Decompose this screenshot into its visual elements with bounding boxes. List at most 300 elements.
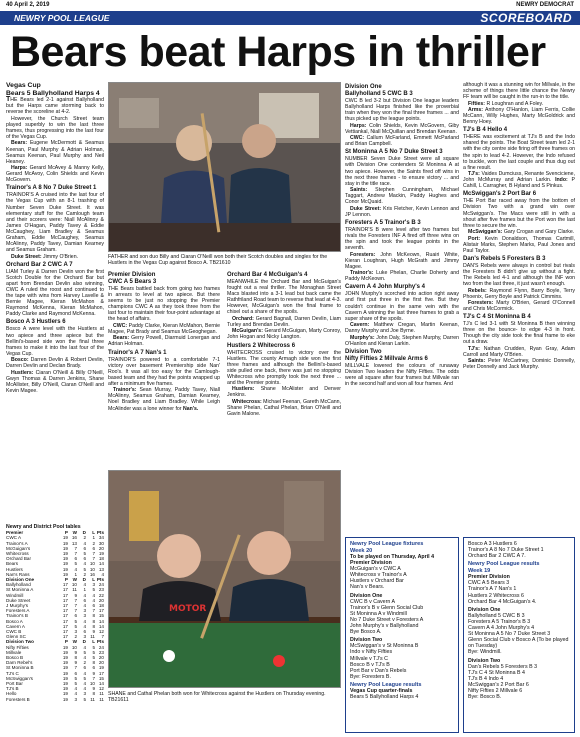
list-item: Cavern A 4 John Murphy's 4 (468, 625, 535, 632)
stat-cell: 5 (74, 623, 77, 629)
list-item: CWC B v Cavern A (350, 598, 396, 605)
stat-cell: 4 (83, 623, 86, 629)
stat-cell: 4 (83, 561, 86, 567)
stat-cell: 6 (92, 602, 95, 608)
stat-cell: 11 (99, 691, 104, 697)
stat-cell: 2 (74, 634, 77, 640)
subhead: Hustlers 2 Whitecross 6 (227, 342, 296, 349)
subhead: Orchard Bar 2 CWC A 7 (6, 261, 73, 268)
column-header: L (92, 530, 95, 536)
stat-cell: 10 (89, 566, 95, 572)
stat-cell: 14 (98, 618, 104, 624)
stat-cell: 19 (62, 566, 68, 572)
list-item: Trainor's B v Glenn Social Club (350, 604, 424, 611)
stat-cell: 3 (74, 696, 77, 702)
stat-cell: 34 (98, 535, 104, 541)
list-item: TJ's B 4 Indo 4 (468, 675, 504, 682)
section-title: NEWRY POOL LEAGUE (14, 13, 110, 23)
vegas-results-title: Newry Pool League results (350, 681, 422, 688)
list-item: Trainor's A 8 No 7 Duke Street 1 (468, 547, 544, 554)
stat-cell: 17 (62, 613, 68, 619)
paragraph: Murphy's: John Daly, Stephen Murphy, Darren O'Hanlon and Kieran Larkin. (345, 334, 459, 347)
stat-cell: 19 (98, 550, 104, 556)
team-name: TJ's C (6, 670, 19, 676)
results-top-list (468, 541, 570, 559)
stat-cell: 17 (98, 670, 104, 676)
column-header: W (72, 530, 77, 536)
stat-cell: 2 (83, 571, 86, 577)
team-name: Bears (6, 561, 19, 567)
stat-cell: 15 (98, 675, 104, 681)
stat-cell: 5 (83, 566, 86, 572)
results-premier-list (468, 580, 570, 604)
stat-cell: 9 (74, 660, 77, 666)
stat-cell: 9 (74, 592, 77, 598)
column-header: Pts (96, 576, 104, 582)
stat-cell: 8 (92, 623, 95, 629)
team-name: Bosco A (6, 618, 23, 624)
column-header: P (64, 639, 68, 645)
stat-cell: 30 (98, 540, 104, 546)
paragraph: although it was a stunning win for Millvale, in the scheme of things there little chance the Newry FF team will be caught in the run-in to the title. (463, 82, 575, 101)
paragraph: CWC: Paddy Clarke, Kieran McMahon, Bernie Magee, Pat Brady and Seamus McGeoghegan. (108, 322, 220, 335)
list-item: TJ's C 4 St Moninna B 4 (468, 669, 525, 676)
stat-cell: 17 (62, 618, 68, 624)
stat-cell: 19 (62, 696, 68, 702)
paragraph: THERE was excitement at TJ's B and the Indo shared the points. The Boat Street team led 2-1 with the city centre side firing off three frames on the spin to lead 4-2. However, the Indo refused to buckle, won the last couple and thus dug out a fine result. (463, 134, 575, 171)
paragraph: Foresters: Marty O'Brien, Gerard O'Connell and Chris McCormick. (463, 299, 575, 313)
stat-cell: 6 (83, 665, 86, 671)
table-row (6, 697, 104, 702)
stat-cell: 1 (83, 587, 86, 593)
fixtures-date: To be played on Thursday, April 4 (350, 554, 435, 560)
stat-cell: 17 (62, 592, 68, 598)
subhead: McSwiggan's 2 Port Bar 6 (463, 191, 537, 198)
stat-cell: 19 (62, 680, 68, 686)
stat-cell: 7 (74, 665, 77, 671)
stat-cell: 6 (74, 613, 77, 619)
stat-cell: 7 (92, 556, 95, 562)
team-name: Nan's Rans (6, 571, 30, 577)
subhead: TJ's C 4 St Moninna B 4 (463, 314, 531, 321)
stat-cell: 7 (92, 550, 95, 556)
results-title: Newry Pool League results (468, 561, 540, 568)
stat-cell: 4 (74, 686, 77, 692)
paragraph: TRAINOR'S A cruised into the last four of the Vegas Cup with an 8-1 trashing of Number Seven Duke Street. It was elementary stuff for the Camlough team and their scorers were: Niall McAlinny & James O'Hagan, Paddy Tavey & Eddie McCaughey, Liam Bradley & Seamus Graham, Eddie McCaughey, Seamus McAlinny, Paddy Tavey, Damian Kearney and Seamus Graham. (6, 192, 104, 254)
page-topline (6, 2, 574, 11)
team-name: McSwiggan's (6, 675, 33, 681)
paragraph: Bosco A were level with the Hustlers at two apiece and three apiece but the Bellini's-based side won the final three frames to make it into the last four of the Vegas Cup. (6, 326, 104, 357)
paragraph: However, the Church Street team played superbly to win the last three frames, thus progressing into the last four of the Vegas Cup. (6, 115, 104, 141)
results-d2-list (468, 664, 570, 701)
column-header: D (82, 576, 86, 582)
results-week: Week 19 (468, 567, 491, 574)
stat-cell: 18 (98, 602, 104, 608)
stat-cell: 1 (74, 571, 77, 577)
stat-cell: 3 (92, 582, 95, 588)
paragraph: CWC B led 3-2 but Division One league leaders Ballyholland Harps finished like the proverbial train when they won the final three frames ... and thus picked up the league points. (345, 98, 459, 123)
subhead: St Moninna A 5 No 7 Duke Street 3 (345, 149, 443, 156)
stat-cell: 9 (92, 686, 95, 692)
standings-table (6, 530, 104, 702)
column-header: D (82, 530, 86, 536)
team-name: Whitecross (6, 550, 29, 556)
stat-cell: 17 (62, 602, 68, 608)
stat-cell: 11 (99, 696, 104, 702)
stat-cell: 6 (83, 556, 86, 562)
list-item: Millvale v TJ's C (350, 655, 388, 662)
photo-phelan-brothers (108, 470, 341, 688)
stat-cell: 10 (89, 561, 95, 567)
stat-cell: 17 (62, 587, 68, 593)
masthead: SCOREBOARD (480, 11, 572, 25)
stat-cell: 23 (98, 587, 104, 593)
list-item: Hustlers v Orchard Bar (350, 578, 404, 585)
article-column-4 (345, 82, 459, 534)
stat-cell: 14 (98, 623, 104, 629)
stat-cell: 7 (92, 608, 95, 614)
subhead: Premier Division (108, 272, 156, 278)
paragraph: MEANWHILE the Orchard Bar and McGuigan's fought out a real thriller. The Monaghan Street Macs blasted into a 3-1 lead but back came the Rathfriland Road team to reverse that lead at 4-3. However, McGuigan's won the final frame to chisel out a share of the spoils. (227, 279, 341, 316)
results-box (463, 537, 575, 733)
paragraph: Trainor's: Luke Phelan, Charlie Doherty and Paddy McKeown. (345, 270, 459, 283)
stat-cell: 4 (92, 592, 95, 598)
vegas-results-sub: Vegas Cup quarter-finals (350, 688, 413, 695)
stat-cell: 7 (92, 675, 95, 681)
list-item: Bosco B v TJ's B (350, 661, 390, 668)
stat-cell: 3 (83, 634, 86, 640)
team-name: Nifty Fifties (6, 644, 29, 650)
list-item: Whitecross v Trainor's A (350, 572, 407, 579)
list-item: John Murphy's v Ballyholland (350, 623, 419, 630)
paragraph: MILLVALE lowered the colours of runaway Division Two leaders the Nifty Fifties. The odds were all square after four frames but Millvale ran in the second half and won all four frames. And (345, 362, 459, 388)
stat-cell: 19 (62, 571, 68, 577)
column-header: L (92, 576, 95, 582)
paragraph: Fifties: R Loughran and A Foley. (468, 100, 544, 107)
stat-cell: 19 (62, 654, 68, 660)
stat-cell: 5 (83, 649, 86, 655)
list-item: Bye: Foresters B. (350, 673, 391, 680)
article-column-2 (108, 270, 220, 466)
list-item: McGuigan's v CWC A (350, 566, 401, 573)
stat-cell: 15 (98, 613, 104, 619)
list-item: Port Bar v Dan's Rebels (350, 667, 407, 674)
results-d2-head: Division Two (468, 657, 501, 664)
paragraph: WHITECROSS cruised to victory over the Hustlers. The county Armagh side won the first three frames and although the Bellini's-based side pulled one back, there was just no stopping Whitecross who promptly took the next three ... and the Premier points. (227, 349, 341, 386)
list-item: No 7 Duke Street v Foresters A (350, 616, 424, 623)
stat-cell: 16 (89, 571, 95, 577)
list-item: St Moninna A 5 No 7 Duke Street 3 (468, 631, 551, 638)
paragraph: Harps: Colin Shields, Kevin McGovern, Giby Vettiankal, Niall McQuillan and Brendan Keenan. (345, 122, 459, 135)
stat-cell: 7 (74, 602, 77, 608)
team-name: Foresters B (6, 696, 30, 702)
stat-cell: 17 (62, 623, 68, 629)
stat-cell: 7 (74, 550, 77, 556)
stat-cell: 3 (83, 613, 86, 619)
photo-father-son (108, 82, 341, 252)
stat-cell: 11 (72, 587, 77, 593)
team-name: Foresters A (6, 608, 30, 614)
stat-cell: 4 (74, 691, 77, 697)
stat-cell: 24 (98, 644, 104, 650)
stat-cell: 8 (92, 660, 95, 666)
team-name: Trainor's B (6, 613, 28, 619)
stat-cell: 17 (62, 608, 68, 614)
subhead: Trainor's A 7 Nan's 1 (108, 349, 167, 356)
article-column-5 (463, 82, 575, 534)
team-name: Darn Rebel's (6, 660, 33, 666)
stat-cell: 6 (74, 556, 77, 562)
paragraph: Harps: Gerard McAvey & Manny Kelly, Gerard McAvoy, Colin Shields and Kevin McGovern. (6, 165, 104, 184)
paragraph: CWC: Callum McFarland, Emmett McParland and Brian Campbell. (345, 135, 459, 148)
paper-name: NEWRY DEMOCRAT (516, 2, 574, 8)
team-name: Duke Street (6, 597, 31, 603)
paragraph: Orchard: Gerard Bagnall, Darren Devlin, Liam Turley and Brendan Devlin. (227, 315, 341, 328)
stat-cell: 19 (62, 660, 68, 666)
division-name: Premier (6, 530, 24, 536)
stat-cell: 17 (98, 608, 104, 614)
stat-cell: 19 (62, 675, 68, 681)
subhead: CWC A 5 Bears 3 (108, 279, 157, 285)
photo-caption: SHANE and Cathal Phelan both won for Whitecross against the Hustlers on Thursday evening. TB21611 (108, 691, 326, 704)
team-name: Cavern A (6, 623, 25, 629)
division-name: Division One (6, 576, 35, 582)
paragraph: Bosco: Darren Devlin & Robert Devlin, Darren Devlin and Declan Brady. (6, 357, 104, 370)
paragraph: Duke Street: Kris Fletcher, Kevin Lennon and JP Lennon. (345, 205, 459, 218)
stat-cell: 19 (62, 686, 68, 692)
fixtures-d2-head: Division Two (350, 637, 383, 644)
stat-cell: 5 (92, 654, 95, 660)
stat-cell: 17 (62, 597, 68, 603)
stat-cell: 4 (74, 566, 77, 572)
stat-cell: 3 (83, 691, 86, 697)
stat-cell: 8 (92, 613, 95, 619)
team-name: Bosco B (6, 654, 24, 660)
photo-caption: FATHER and son duo Billy and Ciaran O'Neill won both their Scotch doubles and singles for the Hustlers in the Vegas Cup against Bosco A. TB21610 (108, 254, 328, 267)
paragraph: Hustlers: Shane McAlister and Denver Jenkins. (227, 386, 341, 399)
stat-cell: 4 (83, 602, 86, 608)
column-header: W (72, 576, 77, 582)
stat-cell: 7 (74, 545, 77, 551)
stat-cell: 8 (74, 654, 77, 660)
list-item: Indo v Nifty Fifties (350, 649, 393, 656)
stat-cell: 6 (92, 665, 95, 671)
stat-cell: 7 (74, 608, 77, 614)
fixtures-title: Newry Pool League fixtures (350, 541, 424, 547)
subhead: TJ's B 4 Hello 4 (463, 127, 508, 134)
team-name: CWC A (6, 535, 22, 541)
stat-cell: 19 (62, 691, 68, 697)
team-name: TJ's B (6, 686, 19, 692)
stat-cell: 7 (74, 597, 77, 603)
list-item: Trainor's A 7 Nan's 1 (468, 586, 517, 593)
team-name: CWC B (6, 628, 22, 634)
stat-cell: 5 (74, 675, 77, 681)
paragraph: Saints: Stephen Cunningham, Michael Taggart, Andrew Mackin, Paddy Hughes and Conor McQuaid. (345, 187, 459, 206)
fixtures-premier-head: Premier Division (350, 560, 392, 567)
column-header: P (64, 530, 68, 536)
stat-cell: 10 (71, 582, 77, 588)
paragraph: TRAINOR'S B were level after two frames but rivals the Foresters INF A fired off three wins on the spin and took the league points in the seventh. (345, 226, 459, 252)
paragraph: Duke Street: Jimmy O'Brien. (11, 253, 79, 260)
list-item: St Moninna A v Windmill (350, 610, 407, 617)
column-header: Pts (96, 530, 104, 536)
stat-cell: 5 (74, 561, 77, 567)
page-number: 40 April 2, 2019 (6, 2, 50, 8)
list-item: Orchard Bar 4 McGuigan's 4. (468, 598, 537, 605)
paragraph: Hustlers: Ciaran O'Neill & Billy O'Neill, Gwyn Thomas & Darren Jenkins, Shane McAllister, Billy O'Neill, Ciaran O'Neill and Kevin Magee. (6, 369, 104, 394)
paragraph: THE Port Bar raced away from the bottom of Division Two with a grand win over McSwiggan's. The Macs were still in with a shout after five frames but the Port won the last three to secure the win. (463, 198, 575, 229)
stat-cell: 11 (90, 696, 95, 702)
subhead: Orchard Bar 4 McGuigan's 4 (227, 272, 308, 278)
paragraph: TJ's C led 3-1 with St Moninna B then winning three on the bounce- to edge 4-3 in front. Though the city side took the final frame to eke out a draw. (463, 321, 575, 346)
paragraph: LIAM Turley & Darren Devlin won the first Scotch Double for the Orchard Bar but apart from Brendan Devlin also winning, CWC A ruled the roost and continued to the tape with wins from Harvey Lavelle & Bernie Magee, Kieran McMahon & Raymond McKenna, Kieran McMahon, Paddy Clarke and Raymond McKenna. (6, 268, 104, 318)
subhead: Division Two (345, 348, 382, 355)
team-name: Trainor's A (6, 540, 28, 546)
list-item: Bye: Windmill. (468, 649, 502, 656)
stat-cell: 12 (98, 686, 104, 692)
stat-cell: 4 (83, 540, 86, 546)
paragraph: Cavern: Matthew Cregan, Martin Keenan, Danny Murphy and Joe Byrne. (345, 322, 459, 335)
stat-cell: 19 (62, 644, 68, 650)
list-item: Foresters A 5 Trainor's B 3 (468, 618, 531, 625)
subhead: Foresters A 5 Trainor's B 3 (345, 219, 421, 226)
stat-cell: 4 (83, 670, 86, 676)
subhead: Vegas Cup (6, 82, 41, 89)
list-item: Hustlers 2 Whitecross 6 (468, 592, 524, 599)
list-item: McSwiggan's 2 Port Bar 6 (468, 681, 529, 688)
tables-title: Newry and District Pool tables (6, 524, 81, 530)
column-header: P (64, 576, 68, 582)
paragraph: McGuigan's: Gerard McGuigan, Marty Conroy, John Hogan and Nicky Langton. (227, 328, 341, 341)
stat-cell: 13 (71, 540, 77, 546)
paragraph: DAN'S Rebels were always in control but rivals the Foresters B didn't give up without a fight. The Rebels led 4-1 and although the INF won two from the last three, it just wasn't enough. (463, 262, 575, 288)
stat-cell: 22 (98, 592, 104, 598)
paragraph: TRAINOR'S powered to a comfortable 7-1 victory over basement Premiership side Nan' Roo's. It was all too easy for the Camlough-based team and they had the points wrapped up after a minimum five frames. (108, 356, 220, 387)
stat-cell: 3 (83, 608, 86, 614)
paragraph: TJ's: Vaides Dumciuss, Renante Svenciciene, John McMurray and Adrian Larkin. Indo: P Cahill, L Carragher, B Hyland and S Pinkus. (463, 171, 575, 190)
results-d1-head: Division One (468, 606, 501, 613)
stat-cell: 8 (92, 618, 95, 624)
division-name: Division Two (6, 639, 34, 645)
list-item: Nan's v Bears. (350, 584, 385, 591)
stat-cell: 20 (98, 660, 104, 666)
paragraph: JOHN Murphy's scorched into action right away and first put three in the first five. But they couldn't continue in the same vein with the Cavern A winning the last three frames to grab a super share of the spoils. (345, 291, 459, 322)
stat-cell: 19 (62, 545, 68, 551)
stat-cell: 7 (101, 634, 104, 640)
stat-cell: 14 (98, 680, 104, 686)
stat-cell: 19 (62, 550, 68, 556)
list-item: Bye: Bosco B. (468, 694, 502, 701)
paragraph: Trainor's: Sean Murray, Paddy Tavey, Niall McAlinny, Seamus Graham, Damian Kearney, Noel Bradley and Liam Bradley. While Leigh McAlinder was a lone winner for Nan's. (108, 387, 220, 412)
lead-paragraph: THE Bears led 2-1 against Ballyholland but the Harps came storming back to reverse the scoreline at 4-2. (6, 96, 104, 116)
paragraph: Bears: Eugene McDermott & Seamus Keenan, Paul Murphy & Adrian Holman, Seamus Keenan, Paul Murphy and Neil Heaney. (6, 140, 104, 165)
stat-cell: 16 (71, 535, 77, 541)
list-item: Bye Bosco A. (350, 629, 382, 636)
paragraph: Foresters: John McKeown, Ruairi White, Kieran Loughran, Hugh McGrath and Jimmy Magee. (345, 251, 459, 270)
stat-cell: 19 (62, 540, 68, 546)
team-name: Hustlers (6, 566, 23, 572)
subhead: Division One (345, 84, 382, 90)
stat-cell: 6 (83, 545, 86, 551)
stat-cell: 4 (83, 644, 86, 650)
stat-cell: 4 (83, 686, 86, 692)
stat-cell: 1 (92, 535, 95, 541)
fixtures-d2-list (350, 643, 454, 680)
fixtures-premier-list (350, 566, 454, 590)
team-name: McGuigan's (6, 545, 31, 551)
svg-text:MOTOR: MOTOR (169, 604, 207, 614)
article-column-3 (227, 270, 341, 466)
stat-cell: 5 (74, 618, 77, 624)
stat-cell: 10 (71, 644, 77, 650)
stat-cell: 19 (62, 535, 68, 541)
stat-cell: 5 (83, 675, 86, 681)
list-item: Bosco A 3 Hustlers 6 (468, 541, 517, 547)
stat-cell: 8 (92, 691, 95, 697)
subhead: Bosco A 3 Hustlers 6 (6, 319, 66, 326)
stat-cell: 5 (74, 680, 77, 686)
subhead: Nifty Fifties 2 Millvale Arms 6 (345, 355, 428, 362)
list-item: Glenn Social Club v Bosco A (To be played on Tuesday) (468, 637, 569, 650)
stat-cell: 20 (98, 654, 104, 660)
team-name: St Moninna B (6, 665, 34, 671)
fixtures-d1-list (350, 599, 454, 636)
list-item: McSwiggan's v St Moninna B (350, 643, 419, 650)
column-header: W (72, 639, 77, 645)
subhead: Trainor's A 8 No 7 Duke Street 1 (6, 185, 97, 192)
section-bar (0, 11, 580, 25)
stat-cell: 20 (98, 597, 104, 603)
stat-cell: 11 (90, 634, 95, 640)
team-name: J Murphy's (6, 602, 29, 608)
team-name: Port Bar (6, 680, 23, 686)
stat-cell: 19 (62, 556, 68, 562)
stat-cell: 5 (92, 587, 95, 593)
stat-cell: 13 (98, 566, 104, 572)
stat-cell: 18 (98, 556, 104, 562)
team-name: St Moninna A (6, 587, 34, 593)
stat-cell: 17 (62, 582, 68, 588)
team-name: Windmill (6, 592, 24, 598)
stat-cell: 4 (83, 582, 86, 588)
stat-cell: 12 (98, 628, 104, 634)
stat-cell: 5 (92, 644, 95, 650)
paragraph: Whitecross: Michael Feenan, Gareth McCann, Shane Phelan, Cathal Phelan, Brian O'Neill and Gavin Malone. (227, 398, 341, 418)
column-header: Pts (96, 639, 104, 645)
subhead: Bears 5 Ballyholland Harps 4 (6, 89, 100, 97)
list-item: Ballyholland 5 CWC B 3 (468, 612, 525, 619)
paragraph: Arms: Anthony O'Hanlon, Liam Ferris, Collie McCann, Willy Hughes, Marty McGoldrick and Benny Hoey. (463, 106, 575, 126)
stat-cell: 19 (98, 665, 104, 671)
stat-cell: 6 (83, 597, 86, 603)
stat-cell: 19 (62, 670, 68, 676)
stat-cell: 2 (83, 535, 86, 541)
stat-cell: 4 (101, 571, 104, 577)
stat-cell: 19 (62, 649, 68, 655)
stat-cell: 17 (62, 634, 68, 640)
stat-cell: 5 (83, 550, 86, 556)
stat-cell: 4 (83, 680, 86, 686)
stat-cell: 6 (83, 628, 86, 634)
paragraph: Rebels: Raymond Flynn, Barry Boyle, Terry Phoenix, Gerry Boyle and Patrick Cimmins. (463, 287, 575, 300)
subhead: Dan's Rebels 5 Foresters B 3 (463, 255, 546, 262)
stat-cell: 4 (83, 618, 86, 624)
list-item: Dan's Rebels 5 Foresters B 3 (468, 663, 538, 670)
paragraph: McSwiggan's: Gary Crogan and Gary Clarke. (468, 229, 575, 236)
paragraph: TJ's: Nathan Crudden, Ryan Gray, Adam Carroll and Marty O'Brien. (463, 345, 575, 358)
fixtures-week: Week 20 (350, 547, 373, 554)
